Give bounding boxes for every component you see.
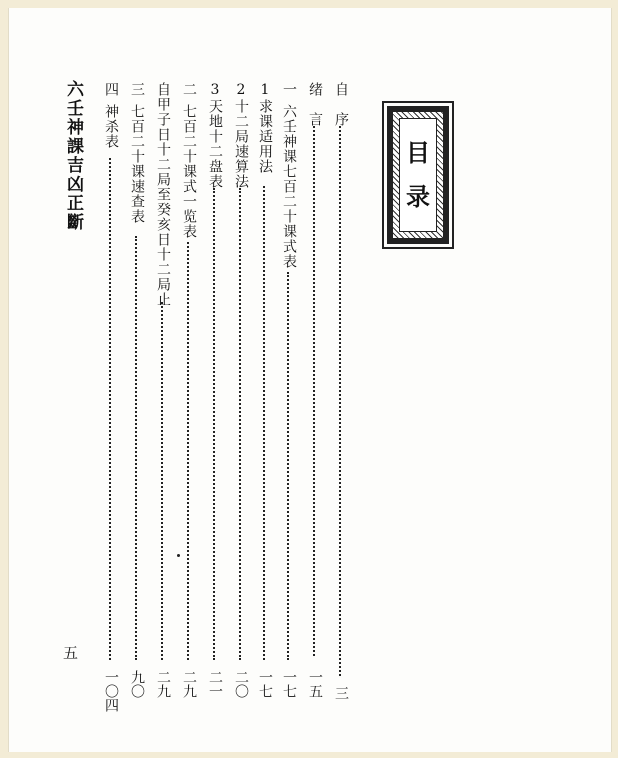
book-title: 六壬神課吉凶正斷 [63, 80, 83, 232]
toc-page: 二一 [207, 670, 223, 698]
toc-label: 1求课适用法 [257, 82, 273, 174]
toc-page: 二〇 [233, 670, 249, 698]
toc-leader-dots [161, 302, 163, 660]
toc-page: 二九 [155, 670, 171, 698]
toc-entry-section-1-3[interactable] [203, 82, 227, 722]
toc-entry-introduction[interactable] [303, 82, 327, 722]
toc-heading-char-2: 录 [406, 183, 430, 211]
toc-heading-frame [387, 106, 449, 244]
toc-leader-dots [239, 188, 241, 660]
toc-entry-section-1-1[interactable] [253, 82, 277, 722]
toc-section-number: 二 [181, 82, 197, 96]
toc-label: 七百二十课速查表 [129, 104, 145, 224]
toc-section-number: 三 [129, 82, 145, 96]
toc-leader-dots [339, 126, 341, 676]
toc-page: 一五 [307, 670, 323, 698]
toc-heading-char-1: 目 [406, 139, 430, 167]
toc-leader-dots [213, 188, 215, 660]
toc-leader-dots [263, 186, 265, 660]
page-number: 五 [63, 644, 79, 662]
toc-page: 一七 [281, 670, 297, 698]
toc-page: 一七 [257, 670, 273, 698]
toc-page: 三 [333, 686, 349, 700]
toc-leader-dots [135, 236, 137, 660]
toc-label: 绪 言 [307, 82, 323, 127]
toc-entry-section-1-2[interactable] [229, 82, 253, 722]
toc-label: 神杀表 [103, 104, 119, 149]
toc-label: 七百二十课式一览表 [181, 104, 197, 239]
toc-entry-section-1[interactable] [277, 82, 301, 722]
toc-leader-dots [313, 126, 315, 656]
toc-entry-section-2[interactable] [177, 82, 201, 722]
toc-page: 二九 [181, 670, 197, 698]
toc-page: 九〇 [129, 670, 145, 698]
toc-entry-section-4[interactable] [99, 82, 123, 722]
book-page [8, 8, 612, 752]
toc-entry-preface[interactable] [329, 82, 353, 722]
toc-leader-dots [287, 272, 289, 660]
toc-label: 自 序 [333, 82, 349, 127]
toc-leader-dots [187, 242, 189, 660]
toc-section-number: 一 [281, 82, 297, 96]
toc-label: 2十二局速算法 [233, 82, 249, 189]
toc-label: 六壬神课七百二十课式表 [281, 104, 297, 269]
toc-section-number: 四 [103, 82, 119, 96]
toc-label: 自甲子日十二局至癸亥日十二局止 [155, 82, 171, 307]
toc-label: 3天地十二盘表 [207, 82, 223, 189]
toc-entry-section-3[interactable] [125, 82, 149, 722]
print-speck [177, 554, 180, 557]
toc-leader-dots [109, 158, 111, 660]
toc-page: 一〇四 [103, 670, 119, 712]
toc-entry-section-2-sub[interactable] [151, 82, 175, 722]
